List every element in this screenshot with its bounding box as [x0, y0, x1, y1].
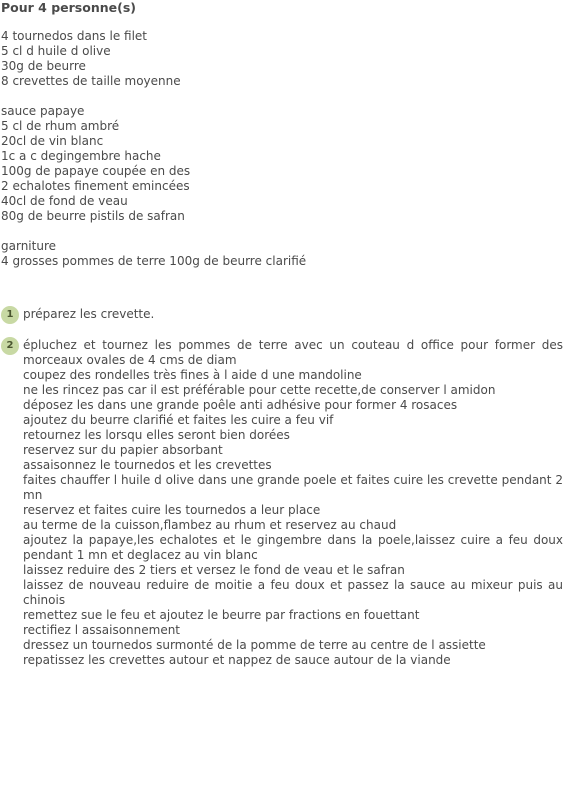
- instruction-line: coupez des rondelles très fines à l aide d une mandoline: [23, 368, 362, 382]
- ingredient-item: 8 crevettes de taille moyenne: [1, 74, 181, 88]
- step-number-badge: 2: [1, 337, 19, 355]
- ingredients-sauce-list: [1, 104, 190, 224]
- instruction-line: remettez sue le feu et ajoutez le beurre par fractions en fouettant: [23, 608, 420, 622]
- ingredient-item: 40cl de fond de veau: [1, 194, 128, 208]
- instruction-line: déposez les dans une grande poêle anti adhésive pour former 4 rosaces: [23, 398, 458, 412]
- garniture-heading: garniture: [1, 239, 56, 253]
- instruction-line: dressez un tournedos surmonté de la pomme de terre au centre de l assiette: [23, 638, 486, 652]
- ingredient-item: 1c a c degingembre hache: [1, 149, 161, 163]
- instruction-line: préparez les crevette.: [23, 307, 155, 321]
- ingredients-main-list: [1, 29, 181, 89]
- ingredients-garniture-list: [1, 239, 306, 269]
- instruction-line: ajoutez la papaye,les echalotes et le gingembre dans la poele,laissez cuire a feu doux pendant 1 mn et deglacez au vin blanc: [23, 533, 563, 562]
- ingredient-item: 20cl de vin blanc: [1, 134, 104, 148]
- step-number-badge: 1: [1, 306, 19, 324]
- page-title: Pour 4 personne(s): [1, 0, 136, 15]
- ingredient-item: 5 cl d huile d olive: [1, 44, 111, 58]
- instruction-line: rectifiez l assaisonnement: [23, 623, 181, 637]
- ingredient-item: 100g de papaye coupée en des: [1, 164, 191, 178]
- instruction-line: au terme de la cuisson,flambez au rhum et reservez au chaud: [23, 518, 397, 532]
- ingredient-item: 4 tournedos dans le filet: [1, 29, 147, 43]
- ingredient-item: 80g de beurre pistils de safran: [1, 209, 185, 223]
- instruction-line: épluchez et tournez les pommes de terre avec un couteau d office pour former des morceaux ovales de 4 cms de diam: [23, 338, 563, 367]
- instruction-line: ajoutez du beurre clarifié et faites les cuire a feu vif: [23, 413, 334, 427]
- instruction-line: retournez les lorsqu elles seront bien dorées: [23, 428, 290, 442]
- step-instructions: [23, 307, 563, 322]
- instruction-line: reservez sur du papier absorbant: [23, 443, 223, 457]
- ingredient-item: 2 echalotes finement emincées: [1, 179, 190, 193]
- sauce-heading: sauce papaye: [1, 104, 85, 118]
- instruction-line: reservez et faites cuire les tournedos a leur place: [23, 503, 321, 517]
- instruction-line: ne les rincez pas car il est préférable pour cette recette,de conserver l amidon: [23, 383, 496, 397]
- instruction-line: laissez reduire des 2 tiers et versez le fond de veau et le safran: [23, 563, 405, 577]
- instruction-line: assaisonnez le tournedos et les crevettes: [23, 458, 272, 472]
- step-instructions: [23, 338, 563, 668]
- instruction-line: laissez de nouveau reduire de moitie a feu doux et passez la sauce au mixeur puis au chinois: [23, 578, 563, 607]
- instruction-line: repatissez les crevettes autour et nappez de sauce autour de la viande: [23, 653, 451, 667]
- instruction-line: faites chauffer l huile d olive dans une grande poele et faites cuire les crevette pendant 2 mn: [23, 473, 563, 502]
- ingredient-item: 5 cl de rhum ambré: [1, 119, 120, 133]
- ingredient-item: 4 grosses pommes de terre 100g de beurre clarifié: [1, 254, 307, 268]
- ingredient-item: 30g de beurre: [1, 59, 86, 73]
